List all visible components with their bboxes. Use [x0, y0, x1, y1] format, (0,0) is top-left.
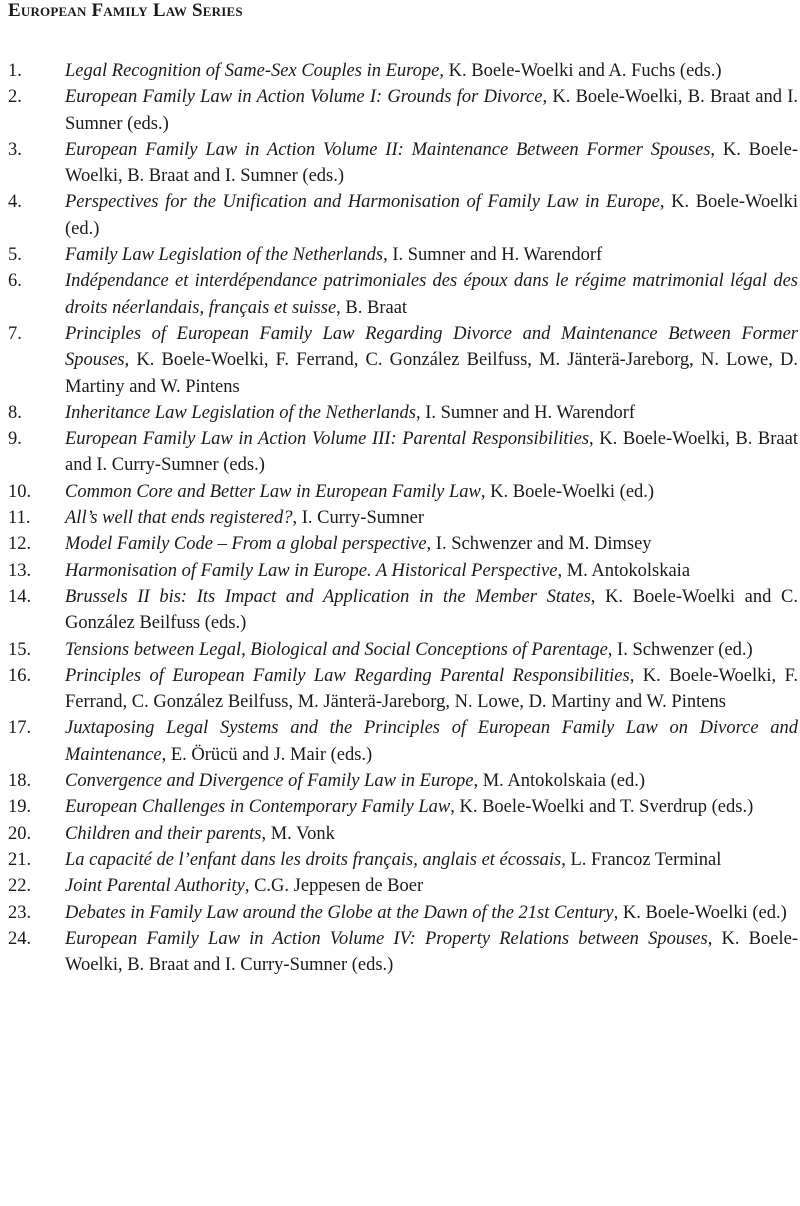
book-title: Joint Parental Authority — [65, 876, 245, 897]
book-title: Tensions between Legal, Biological and Social Conceptions of Parentage — [65, 639, 608, 660]
list-item — [8, 558, 798, 584]
item-number: 24. — [8, 928, 32, 949]
item-body — [65, 84, 798, 137]
item-number: 23. — [8, 902, 32, 923]
item-body — [65, 873, 798, 899]
book-authors: , K. Boele-Woelki, F. Ferrand, C. González Beilfuss, M. Jänterä-Jareborg, N. Lowe, D. Martiny and W. Pintens — [65, 665, 798, 713]
book-title: Model Family Code – From a global perspective — [65, 534, 427, 555]
book-title: All’s well that ends registered? — [65, 508, 293, 529]
book-title: European Family Law in Action Volume II: Maintenance Between Former Spouses — [65, 139, 711, 160]
book-title: Juxtaposing Legal Systems and the Principles of European Family Law on Divorce and Maintenance — [65, 718, 798, 765]
item-body — [65, 558, 798, 584]
item-body — [65, 663, 798, 716]
list-item — [8, 715, 798, 768]
book-title: European Challenges in Contemporary Family Law — [65, 797, 451, 818]
item-number: 19. — [8, 797, 32, 818]
book-title: Perspectives for the Unification and Harmonisation of Family Law in Europe — [65, 192, 660, 213]
item-number: 3. — [8, 139, 22, 160]
book-authors: , I. Sumner and H. Warendorf — [383, 245, 603, 266]
list-item — [8, 268, 798, 321]
item-body — [65, 137, 798, 190]
item-body — [65, 505, 798, 531]
item-body — [65, 794, 798, 820]
item-number: 2. — [8, 87, 22, 108]
list-item — [8, 637, 798, 663]
item-body — [65, 768, 798, 794]
book-title: European Family Law in Action Volume I: Grounds for Divorce — [65, 87, 543, 108]
item-number: 5. — [8, 245, 22, 266]
item-body — [65, 715, 798, 768]
item-body — [65, 531, 798, 557]
item-number: 13. — [8, 560, 32, 581]
book-authors: , I. Schwenzer (ed.) — [607, 639, 753, 660]
book-authors: , I. Curry-Sumner — [292, 508, 425, 529]
book-authors: , K. Boele-Woelki, B. Braat and I. Curry-Sumner (eds.) — [65, 429, 798, 476]
item-body — [65, 479, 798, 505]
book-title: La capacité de l’enfant dans les droits français, anglais et écossais — [65, 849, 562, 870]
list-item — [8, 926, 798, 979]
item-body — [65, 847, 798, 873]
book-title: Principles of European Family Law Regarding Parental Responsibilities — [65, 665, 630, 686]
book-authors: , K. Boele-Woelki, F. Ferrand, C. González Beilfuss, M. Jänterä-Jareborg, N. Lowe, D. Martiny and W. Pintens — [65, 350, 798, 397]
item-number: 22. — [8, 876, 32, 897]
book-authors: , M. Vonk — [261, 823, 335, 844]
book-authors: , M. Antokolskaia — [557, 560, 691, 581]
book-authors: , K. Boele-Woelki and A. Fuchs (eds.) — [439, 61, 722, 81]
item-body — [65, 821, 798, 847]
book-authors: , B. Braat — [336, 297, 408, 318]
item-body — [65, 637, 798, 663]
item-body — [65, 242, 798, 268]
item-number: 11. — [8, 508, 31, 529]
item-number: 20. — [8, 823, 32, 844]
list-item — [8, 189, 798, 242]
item-body — [65, 58, 798, 84]
book-title: Harmonisation of Family Law in Europe. A Historical Perspective — [65, 560, 558, 581]
item-number: 21. — [8, 849, 32, 870]
list-item — [8, 584, 798, 637]
list-item — [8, 847, 798, 873]
book-title: Legal Recognition of Same-Sex Couples in Europe — [65, 61, 440, 81]
list-item — [8, 242, 798, 268]
item-body — [65, 321, 798, 400]
item-number: 12. — [8, 534, 32, 555]
book-authors: , K. Boele-Woelki (ed.) — [65, 192, 798, 239]
book-title: Inheritance Law Legislation of the Netherlands — [65, 402, 416, 423]
book-authors: , K. Boele-Woelki and C. González Beilfuss (eds.) — [65, 586, 798, 634]
item-body — [65, 426, 798, 479]
series-list — [8, 58, 798, 978]
list-item — [8, 794, 798, 820]
item-number: 8. — [8, 402, 22, 423]
book-authors: , K. Boele-Woelki (ed.) — [480, 481, 655, 502]
item-number: 17. — [8, 718, 32, 739]
book-authors: , K. Boele-Woelki, B. Braat and I. Sumner (eds.) — [65, 87, 798, 134]
book-title: Principles of European Family Law Regarding Divorce and Maintenance Between Former Spouses — [65, 323, 798, 371]
list-item — [8, 768, 798, 794]
book-title: Common Core and Better Law in European Family Law — [65, 481, 481, 502]
item-number: 16. — [8, 665, 32, 686]
book-authors: , M. Antokolskaia (ed.) — [473, 771, 646, 792]
list-item — [8, 426, 798, 479]
item-body — [65, 189, 798, 242]
item-body — [65, 400, 798, 426]
list-item — [8, 479, 798, 505]
item-number: 9. — [8, 429, 22, 450]
book-authors: , K. Boele-Woelki, B. Braat and I. Sumner (eds.) — [65, 139, 798, 187]
item-number: 1. — [8, 61, 22, 81]
list-item — [8, 321, 798, 400]
item-body — [65, 584, 798, 637]
list-item — [8, 531, 798, 557]
book-title: Children and their parents — [65, 823, 262, 844]
list-item — [8, 505, 798, 531]
item-number: 4. — [8, 192, 22, 213]
book-title: Indépendance et interdépendance patrimoniales des époux dans le régime matrimonial légal des droits néerlandais, français et suisse — [65, 271, 798, 318]
item-body — [65, 900, 798, 926]
item-number: 6. — [8, 271, 22, 292]
book-title: European Family Law in Action Volume IV: Property Relations between Spouses — [65, 928, 708, 949]
series-title: European Family Law Series — [8, 0, 243, 21]
book-title: Family Law Legislation of the Netherlands — [65, 245, 384, 266]
book-authors: , E. Örücü and J. Mair (eds.) — [161, 744, 373, 765]
item-body — [65, 926, 798, 979]
book-title: Debates in Family Law around the Globe at the Dawn of the 21st Century — [65, 902, 614, 923]
item-number: 18. — [8, 771, 32, 792]
item-number: 7. — [8, 323, 22, 344]
item-number: 10. — [8, 481, 32, 502]
book-authors: , C.G. Jeppesen de Boer — [244, 876, 424, 897]
list-item — [8, 873, 798, 899]
list-item — [8, 663, 798, 716]
book-authors: , I. Sumner and H. Warendorf — [415, 402, 636, 423]
book-authors: , K. Boele-Woelki (ed.) — [613, 902, 787, 923]
book-title: Convergence and Divergence of Family Law in Europe — [65, 771, 474, 792]
item-number: 14. — [8, 586, 32, 607]
list-item — [8, 58, 798, 84]
book-authors: , K. Boele-Woelki and T. Sverdrup (eds.) — [450, 797, 754, 818]
book-authors: , L. Francoz Terminal — [561, 849, 722, 870]
list-item — [8, 400, 798, 426]
list-item — [8, 821, 798, 847]
book-title: European Family Law in Action Volume III: Parental Responsibilities — [65, 429, 590, 450]
list-item — [8, 84, 798, 137]
book-authors: , I. Schwenzer and M. Dimsey — [426, 534, 652, 555]
book-authors: , K. Boele-Woelki, B. Braat and I. Curry-Sumner (eds.) — [65, 928, 798, 976]
list-item — [8, 900, 798, 926]
item-body — [65, 268, 798, 321]
list-item — [8, 137, 798, 190]
item-number: 15. — [8, 639, 32, 660]
book-title: Brussels II bis: Its Impact and Application in the Member States — [65, 586, 591, 607]
